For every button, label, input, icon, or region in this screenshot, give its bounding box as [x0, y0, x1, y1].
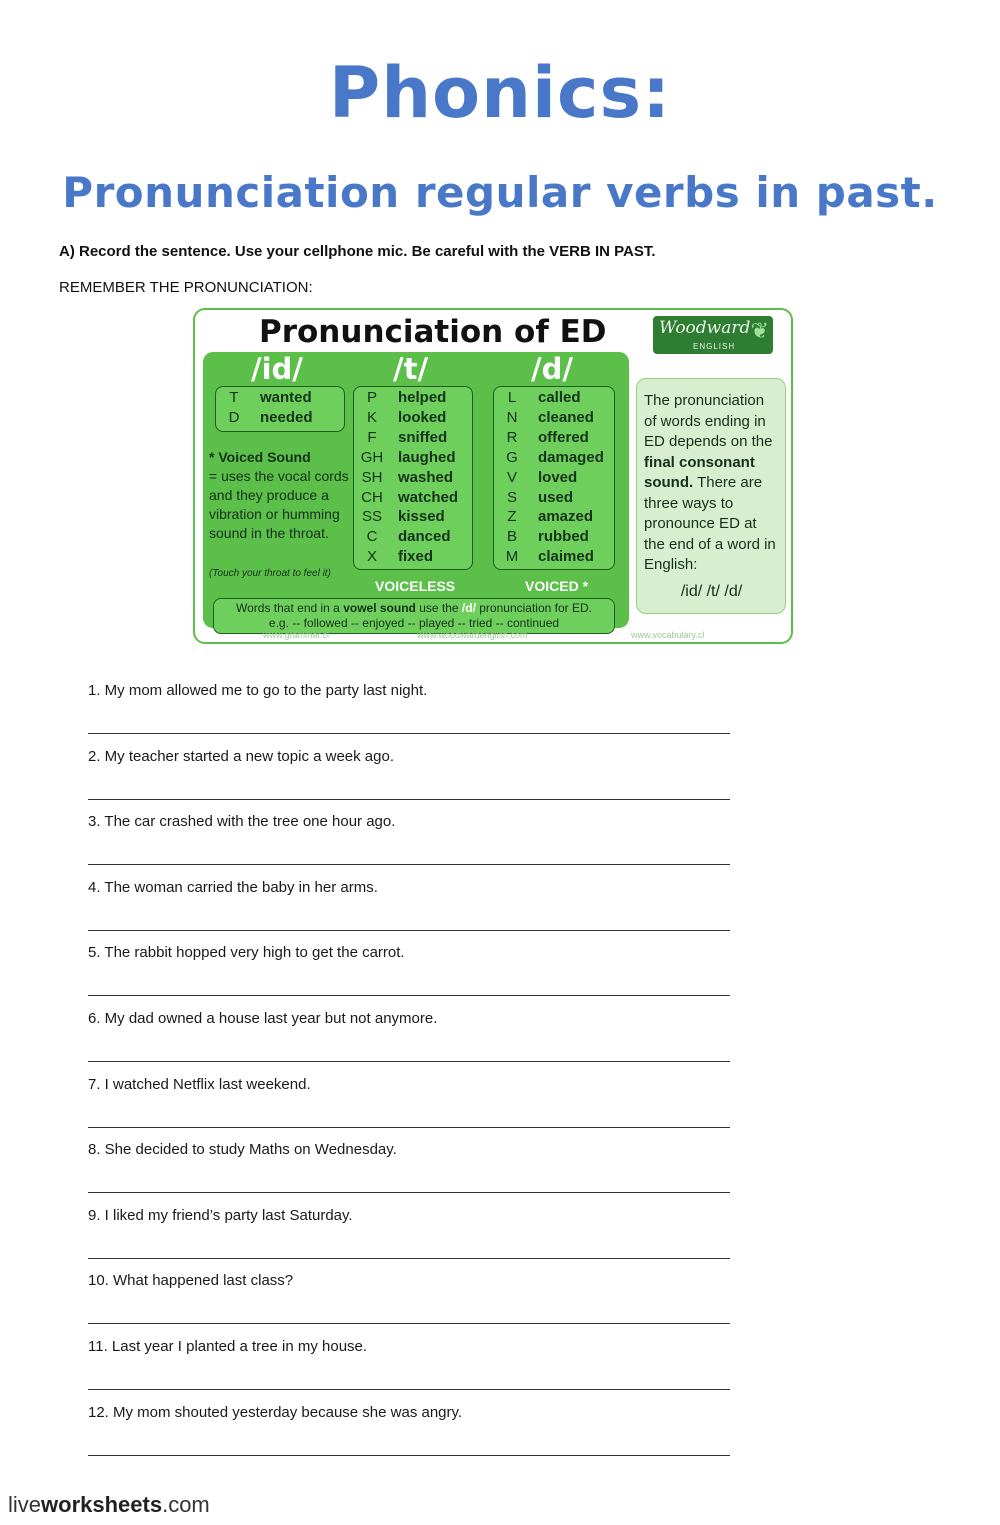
question-text: 6. My dad owned a house last year but not anymore.: [88, 1010, 438, 1027]
answer-line: [88, 1192, 730, 1193]
question-text: 10. What happened last class?: [88, 1272, 294, 1290]
answer-line: [88, 1323, 730, 1324]
chart-row-letter: D: [228, 409, 240, 426]
chart-row-word: helped: [398, 389, 447, 406]
url-1: www.grammar.cl: [263, 630, 330, 640]
chart-row-word: fixed: [398, 548, 434, 566]
chart-row-letter: N: [506, 408, 518, 426]
chart-row-letter: SH: [361, 468, 383, 486]
vowel-mid: use the: [415, 601, 462, 615]
chart-row-letter: R: [506, 428, 518, 446]
touch-note: (Touch your throat to feel it): [209, 568, 331, 579]
side-bold: final consonant sound.: [644, 453, 755, 491]
chart-row-letter: V: [506, 468, 517, 486]
voiced-heading: * Voiced Sound: [209, 449, 311, 465]
chart-title: Pronunciation of ED: [259, 314, 607, 350]
chart-row-letter: S: [506, 488, 517, 506]
answer-line: [88, 1455, 730, 1456]
question-text: 1. My mom allowed me to go to the party last night.: [88, 682, 428, 699]
question-text: 8. She decided to study Maths on Wednesday.: [88, 1141, 397, 1159]
footer-brand: [8, 1492, 210, 1518]
answer-line: [88, 995, 730, 996]
chart-row-word: rubbed: [538, 528, 589, 546]
chart-row-word: laughed: [398, 448, 456, 466]
chart-row-letter: M: [505, 548, 519, 566]
answer-line: [88, 733, 730, 734]
question-text: 7. I watched Netflix last weekend.: [88, 1075, 311, 1093]
question-text: 5. The rabbit hopped very high to get the carrot.: [88, 944, 405, 962]
chart-row-letter: X: [366, 548, 377, 566]
remember-label: REMEMBER THE PRONUNCIATION:: [59, 279, 313, 296]
chart-row-word: watched: [398, 488, 459, 506]
answer-line: [88, 1127, 730, 1128]
instruction: A) Record the sentence. Use your cellphone mic. Be careful with the VERB IN PAST.: [59, 243, 656, 260]
chart-row-word: claimed: [538, 548, 594, 566]
chart-row-word: offered: [538, 428, 589, 446]
url-2: www.woodwardenglish.com: [417, 630, 528, 640]
vowel-post: pronunciation for ED.: [475, 601, 592, 615]
pronunciation-chart: [193, 308, 793, 644]
chart-row-letter: Z: [507, 508, 517, 526]
header-d: /d/: [531, 352, 573, 386]
side-text-2: There are three ways to pronounce ED at the end of a word in English:: [644, 474, 776, 573]
chart-row-letter: L: [507, 389, 517, 406]
chart-row-letter: K: [366, 408, 377, 426]
answer-line: [88, 930, 730, 931]
chart-row-letter: SS: [361, 508, 382, 526]
answer-line: [88, 799, 730, 800]
logo-brand: Woodward: [659, 318, 751, 338]
chart-row-word: amazed: [538, 508, 594, 526]
answer-line: [88, 1258, 730, 1259]
page-title: Phonics:: [328, 52, 672, 134]
question-text: 4. The woman carried the baby in her arms.: [88, 878, 378, 896]
chart-row-word: wanted: [260, 389, 312, 406]
chart-row-word: cleaned: [538, 408, 594, 426]
rules-panel: [203, 352, 629, 628]
chart-row-word: called: [538, 389, 581, 406]
header-id: /id/: [251, 352, 303, 386]
chart-row-word: danced: [398, 528, 451, 546]
voiced-note: [209, 448, 355, 543]
side-ipa: /id/ /t/ /d/: [680, 582, 743, 600]
chart-row-letter: T: [229, 389, 239, 406]
chart-row-letter: C: [366, 528, 378, 546]
chart-row-letter: P: [366, 389, 377, 406]
t-box: [353, 386, 473, 570]
id-box: [215, 386, 345, 432]
chart-row-letter: G: [506, 448, 518, 466]
answer-line: [88, 1389, 730, 1390]
voiced-label: VOICED *: [525, 578, 589, 594]
vowel-examples: e.g. -- followed -- enjoyed -- played -- tried -- continued: [268, 616, 560, 630]
vowel-sound-note: [213, 598, 615, 634]
side-text-1: The pronunciation of words ending in ED depends on the: [644, 392, 773, 450]
chart-row-word: loved: [538, 468, 578, 486]
chart-row-letter: CH: [361, 488, 383, 506]
question-text: 9. I liked my friend’s party last Saturday.: [88, 1206, 353, 1224]
url-3: www.vocabulary.cl: [631, 630, 705, 640]
chart-row-letter: GH: [360, 448, 384, 466]
page-subtitle: Pronunciation regular verbs in past.: [62, 168, 938, 217]
logo-sub: ENGLISH: [693, 342, 736, 351]
fern-icon: ❦: [750, 318, 769, 343]
question-text: 2. My teacher started a new topic a week ago.: [88, 747, 394, 765]
vowel-pre: Words that end in a: [236, 601, 344, 615]
chart-row-word: looked: [398, 408, 447, 426]
chart-row-word: used: [538, 488, 574, 506]
d-box: [493, 386, 615, 570]
question-text: 11. Last year I planted a tree in my house.: [88, 1338, 368, 1355]
chart-row-word: kissed: [398, 508, 445, 526]
explanation-box: [636, 378, 786, 614]
chart-row-letter: F: [367, 428, 377, 446]
chart-row-word: washed: [398, 468, 454, 486]
vowel-hl: /d/: [461, 601, 476, 615]
footer-bold: worksheets: [41, 1492, 163, 1517]
footer-pre: live: [8, 1492, 42, 1517]
answer-line: [88, 1061, 730, 1062]
header-t: /t/: [393, 352, 429, 386]
footer-post: .com: [162, 1492, 210, 1517]
vowel-bold: vowel sound: [343, 601, 416, 615]
voiced-text: = uses the vocal cords and they produce a vibration or humming sound in the throat.: [209, 468, 349, 541]
chart-row-word: needed: [260, 409, 313, 426]
question-text: 12. My mom shouted yesterday because she was angry.: [88, 1403, 463, 1421]
answer-line: [88, 864, 730, 865]
chart-row-word: damaged: [538, 448, 604, 466]
chart-row-word: sniffed: [398, 428, 448, 446]
woodward-logo: [653, 316, 773, 354]
chart-row-letter: B: [506, 528, 517, 546]
voiceless-label: VOICELESS: [375, 578, 456, 594]
question-text: 3. The car crashed with the tree one hour ago.: [88, 813, 396, 831]
